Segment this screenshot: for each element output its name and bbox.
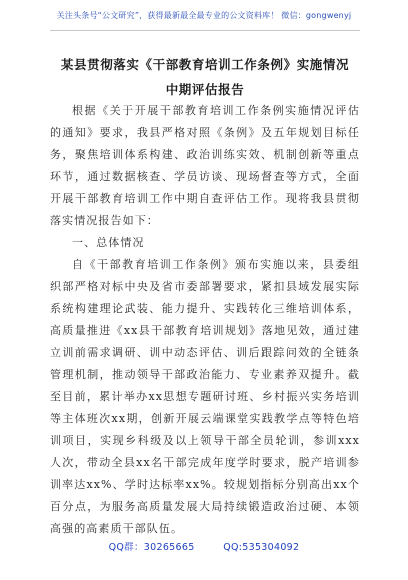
section-paragraph: 自《干部教育培训工作条例》颁布实施以来，县委组织部严格对标中央及省市委部署要求，紧扣县域发展实际系统构建理论武装、能力提升、实践转化三维培训体系，高质量推进《xx县干部教育培训规划》落地见效，通过建立训前需求调研、训中动态评估、训后跟踪问效的全链条管理机制，推动领导干部政治能力、专业素养双提升。截至目前，累计举办xx思想专题研讨班、乡村振兴实务培训等主体班次xx期，创新开展云端课堂实践教学点等特色培训项目，实现乡科级及以上领导干部全员轮训，参训xxx人次，带动全县xx名干部完成年度学时要求，脱产培训参训率达xx%、学时达标率xx%。较规划指标分别高出xx个百分点，为服务高质量发展大局持续锻造政治过硬、本领高强的高素质干部队伍。: [50, 258, 360, 535]
intro-paragraph: 根据《关于开展干部教育培训工作条例实施情况评估的通知》要求，我县严格对照《条例》及五年规划目标任务，聚焦培训体系构建、政治训练实效、机制创新等重点环节，通过数据核查、学员访谈、现场督查等方式，全面开展干部教育培训工作中期自查评估工作。现将我县贯彻落实情况报告如下：: [50, 104, 360, 227]
document-body: [50, 100, 360, 540]
document-title: 某县贯彻落实《干部教育培训工作条例》实施情况中期评估报告: [60, 57, 350, 97]
section-heading: 一、总体情况: [72, 236, 145, 249]
header-divider: [50, 30, 360, 31]
qq-group-number: QQ群：30265665: [108, 542, 195, 553]
header-note: 关注头条号“公文研究”，获得最新最全最专业的公文资料库！ 微信：gongwenyj: [56, 11, 352, 20]
footer-contact: [0, 539, 408, 553]
qq-number: QQ:535304092: [223, 542, 300, 553]
